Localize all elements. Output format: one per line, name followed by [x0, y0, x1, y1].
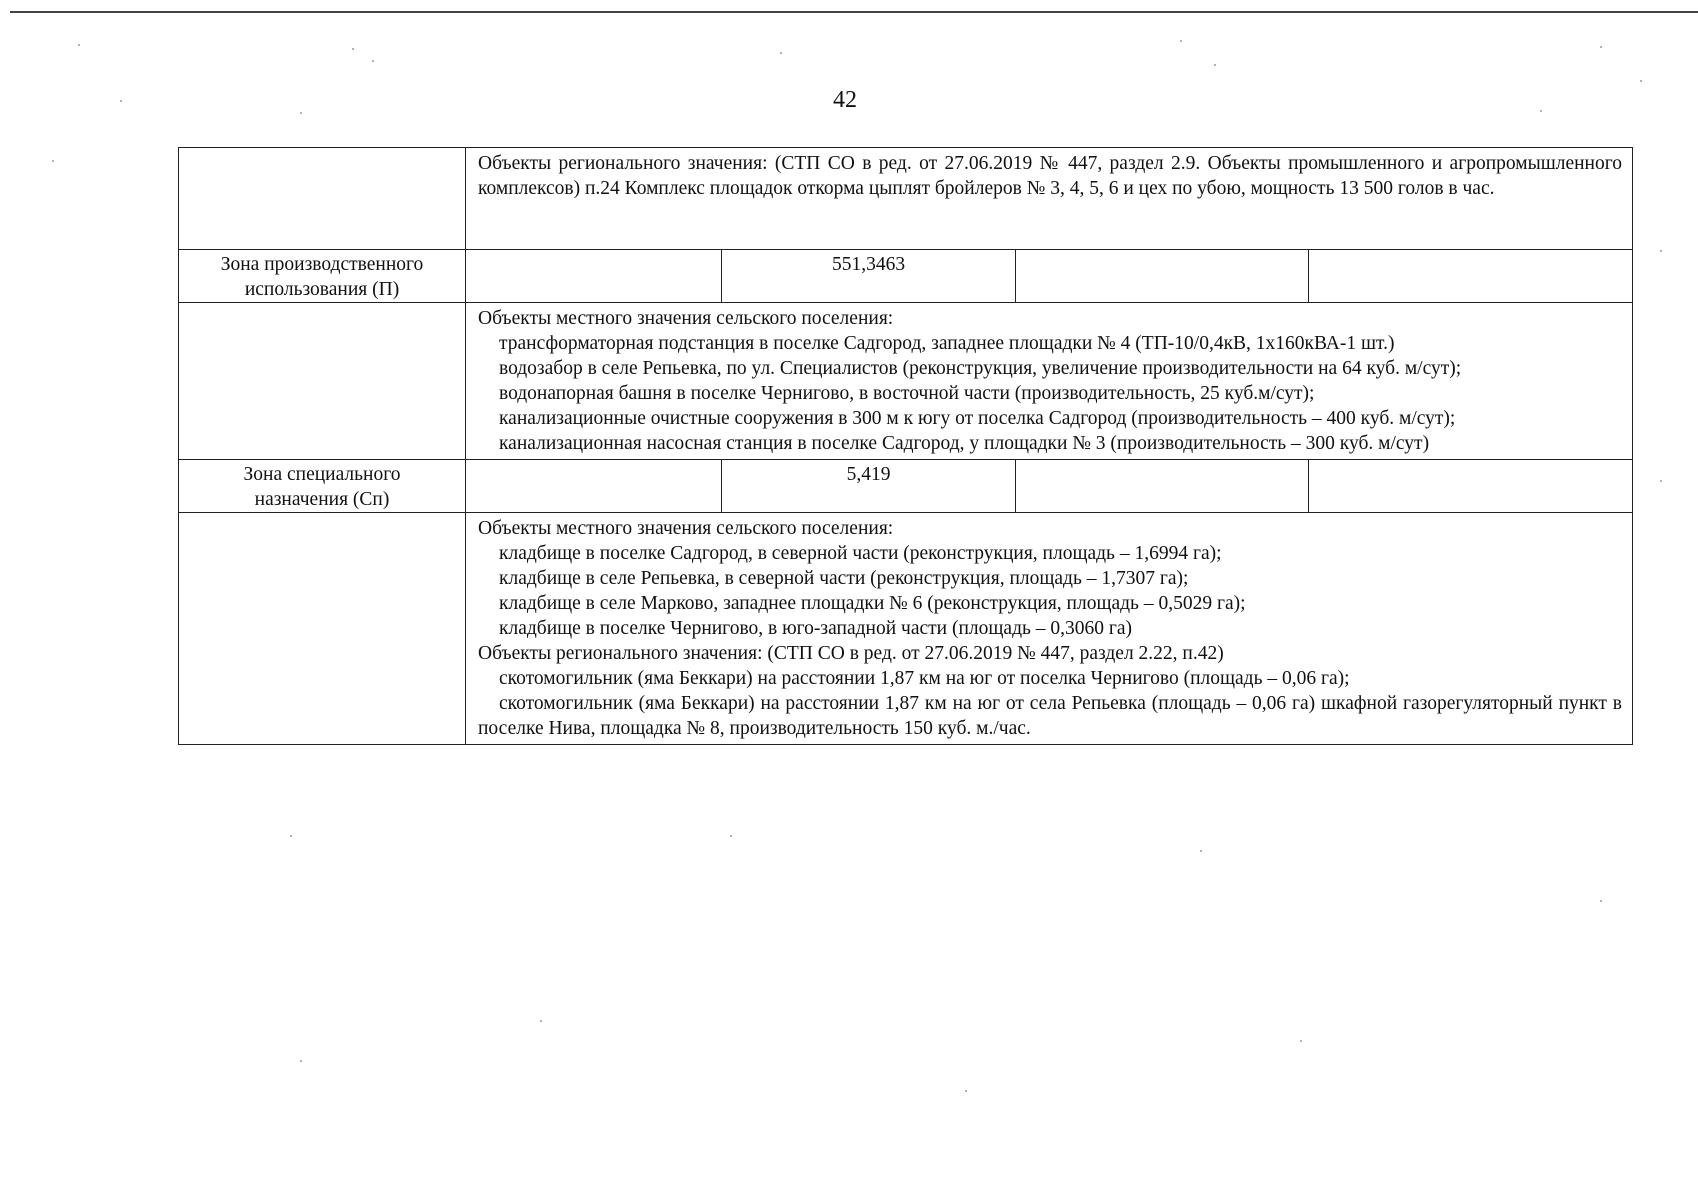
list-item: скотомогильник (яма Беккари) на расстоянии 1,87 км на юг от села Репьевка (площадь – 0,06 га) шкафной газорегуляторный пункт в поселке Нива, площадка № 8, производительность 150 куб. м./час.: [478, 693, 1622, 739]
table-cell-empty: [1016, 250, 1309, 303]
zone-name-cell-empty: [179, 148, 466, 250]
zone-area-cell: 5,419: [722, 460, 1016, 513]
list-item: кладбище в поселке Садгород, в северной части (реконструкция, площадь – 1,6994 га);: [499, 543, 1222, 564]
list-item: водозабор в селе Репьевка, по ул. Специалистов (реконструкция, увеличение производительности на 64 куб. м/сут);: [499, 358, 1462, 379]
description-cell: [466, 303, 1633, 460]
zone-name-line-1: Зона специального: [243, 464, 401, 485]
zone-area-cell: 551,3463: [722, 250, 1016, 303]
table-cell-empty: [1309, 250, 1633, 303]
list-item: канализационная насосная станция в поселке Садгород, у площадки № 3 (производительность – 300 куб. м/сут): [499, 433, 1430, 454]
table-row-special-objects: [179, 513, 1633, 745]
table-cell-empty: [466, 250, 722, 303]
zone-name-cell-empty: [179, 513, 466, 745]
list-item: кладбище в селе Репьевка, в северной части (реконструкция, площадь – 1,7307 га);: [499, 568, 1189, 589]
zone-name-line-2: назначения (Сп): [254, 489, 390, 510]
regional-industrial-text: Объекты регионального значения: (СТП СО в ред. от 27.06.2019 № 447, раздел 2.9. Объекты промышленного и агропромышленного комплексов) п.24 Комплекс площадок откорма цыплят бройлеров № 3, 4, 5, 6 и цех по убою, мощность 13 500 голов в час.: [478, 153, 1622, 199]
local-objects-heading: Объекты местного значения сельского поселения:: [478, 518, 894, 539]
zone-name-cell: [179, 460, 466, 513]
description-cell: [466, 148, 1633, 250]
regional-objects-heading: Объекты регионального значения: (СТП СО в ред. от 27.06.2019 № 447, раздел 2.22, п.42): [478, 643, 1224, 664]
table-cell-empty: [466, 460, 722, 513]
table-cell-empty: [1016, 460, 1309, 513]
page-number: 42: [833, 87, 857, 113]
table-cell-empty: [1309, 460, 1633, 513]
table-row-production-zone: [179, 250, 1633, 303]
list-item: кладбище в поселке Чернигово, в юго-западной части (площадь – 0,3060 га): [499, 618, 1133, 639]
list-item: кладбище в селе Марково, западнее площадки № 6 (реконструкция, площадь – 0,5029 га);: [499, 593, 1246, 614]
top-border-line: [10, 11, 1698, 13]
zone-name-line-2: использования (П): [244, 279, 400, 300]
list-item: скотомогильник (яма Беккари) на расстоянии 1,87 км на юг от поселка Чернигово (площадь – 0,06 га);: [499, 668, 1350, 689]
table-row-regional-industrial: [179, 148, 1633, 250]
list-item: канализационные очистные сооружения в 300 м к югу от поселка Садгород (производительность – 400 куб. м/сут);: [499, 408, 1456, 429]
local-objects-heading: Объекты местного значения сельского поселения:: [478, 308, 894, 329]
zone-name-line-1: Зона производственного: [220, 254, 424, 275]
zone-name-cell-empty: [179, 303, 466, 460]
zone-name-cell: [179, 250, 466, 303]
list-item: трансформаторная подстанция в поселке Садгород, западнее площадки № 4 (ТП-10/0,4кВ, 1х160кВА-1 шт.): [499, 333, 1395, 354]
zones-table: [178, 147, 1633, 745]
table-row-production-objects: [179, 303, 1633, 460]
description-cell: [466, 513, 1633, 745]
table-row-special-zone: [179, 460, 1633, 513]
list-item: водонапорная башня в поселке Черниговo, в восточной части (производительность, 25 куб.м/сут);: [499, 383, 1315, 404]
